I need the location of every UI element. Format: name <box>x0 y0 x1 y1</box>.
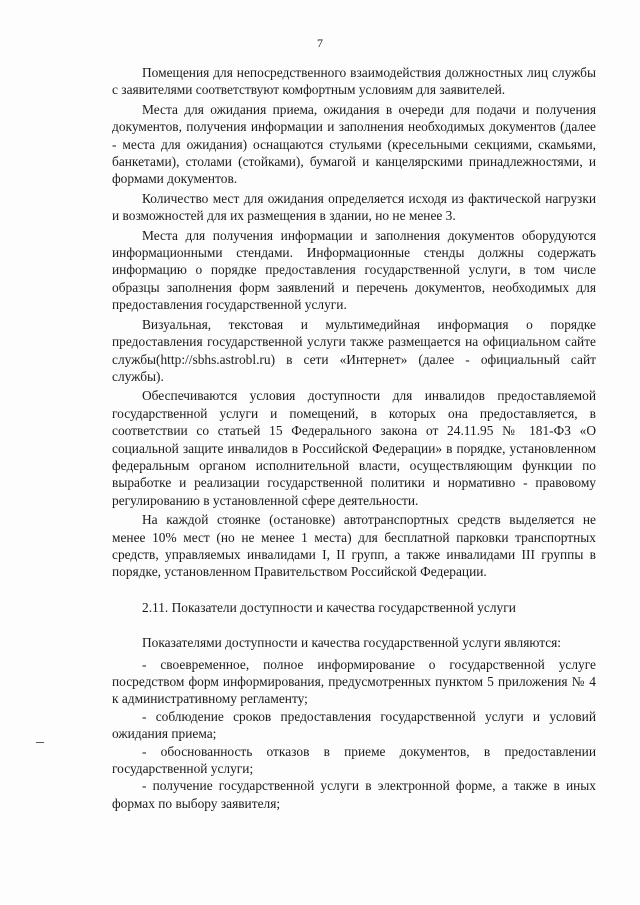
page-number: 7 <box>317 36 323 50</box>
list-item: - своевременное, полное информирование о государственной услуге посредством форм информирования, предусмотренных пунктом 5 приложения № 4 к административному регламенту; <box>112 656 596 707</box>
paragraph-waiting-count: Количество мест для ожидания определяется исходя из фактической нагрузки и возможностей для их размещения в здании, но не менее 3. <box>112 190 596 224</box>
section-heading: 2.11. Показатели доступности и качества государственной услуги <box>142 599 516 615</box>
list-intro: Показателями доступности и качества государственной услуги являются: <box>142 635 562 651</box>
paragraph-waiting-places: Места для ожидания приема, ожидания в очереди для подачи и получения документов, получения информации и заполнения необходимых документов (далее - места для ожидания) оснащаются стульями (кресельными секциями, скамьями, банкетами), столами (стойками), бумагой и канцелярскими принадлежностями, и формами документов. <box>112 101 596 187</box>
paragraph-parking: На каждой стоянке (остановке) автотранспортных средств выделяется не менее 10% мест (но не менее 1 места) для бесплатной парковки транспортных средств, управляемых инвалидами I, II групп, а также инвалидами III группы в порядке, установленном Правительством Российской Федерации. <box>112 512 596 580</box>
paragraph-accessibility: Обеспечиваются условия доступности для инвалидов предоставляемой государственной услуги и помещений, в которых она предоставляется, в соответствии со статьей 15 Федерального закона от 24.11.95 № 181-ФЗ «О социальной защите инвалидов в Российской Федерации» в порядке, установленном федеральным органом исполнительной власти, осуществляющим функции по выработке и реализации государственной политики и нормативно - правовому регулированию в установленной сфере деятельности. <box>112 388 596 508</box>
margin-mark <box>36 742 44 743</box>
list-item: - обоснованность отказов в приеме документов, в предоставлении государственной услуги; <box>112 743 596 777</box>
list-item: - соблюдение сроков предоставления государственной услуги и условий ожидания приема; <box>112 708 596 742</box>
document-body <box>112 64 596 812</box>
paragraph-info-stands: Места для получения информации и заполнения документов оборудуются информационными стендами. Информационные стенды должны содержать информацию о порядке предоставления государственной услуги, в том числе образцы заполнения форм заявлений и перечень документов, необходимых для предоставления государственной услуги. <box>112 227 596 313</box>
paragraph-premises: Помещения для непосредственного взаимодействия должностных лиц службы с заявителями соответствуют комфортным условиям для заявителей. <box>112 65 596 98</box>
list-item: - получение государственной услуги в электронной форме, а также в иных формах по выбору заявителя; <box>112 778 596 811</box>
paragraph-website-info: Визуальная, текстовая и мультимедийная информация о порядке предоставления государственной услуги также размещается на официальном сайте службы(http://sbhs.astrobl.ru) в сети «Интернет» (далее - официальный сайт службы). <box>112 316 596 384</box>
